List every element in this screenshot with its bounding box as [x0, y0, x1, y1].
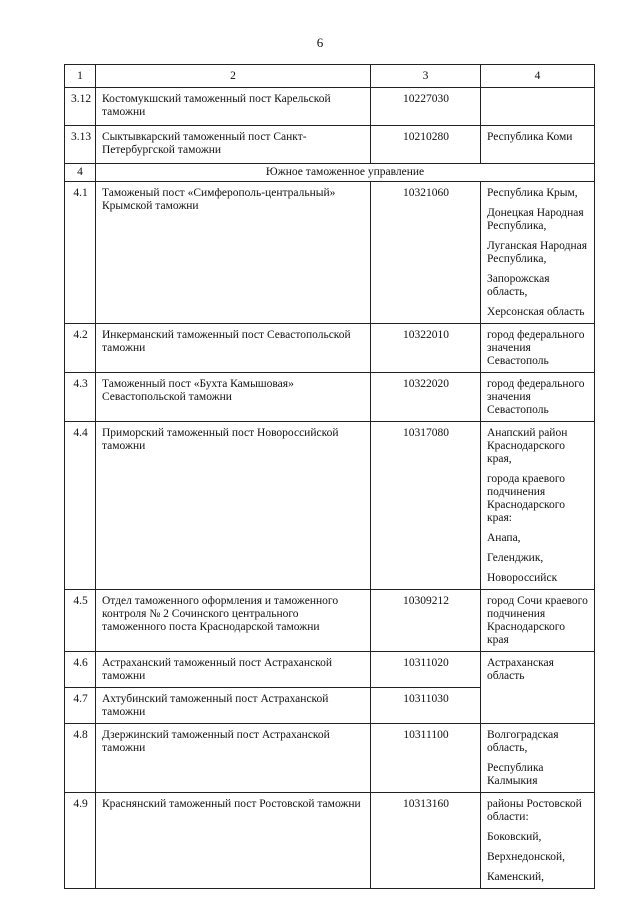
table-row — [65, 590, 595, 652]
region-item: Волгоградская область, — [487, 729, 559, 754]
row-number: 4.6 — [65, 652, 96, 688]
post-name: Дзержинский таможенный пост Астраханской таможни — [96, 724, 371, 793]
row-number: 4.9 — [65, 793, 96, 889]
post-code: 10311030 — [371, 688, 481, 724]
row-number: 4.1 — [65, 182, 96, 324]
post-code: 10311020 — [371, 652, 481, 688]
post-name: Приморский таможенный пост Новороссийской таможни — [96, 422, 371, 590]
table-row — [65, 88, 595, 126]
region-item: Республика Коми — [487, 131, 573, 143]
page-number: 6 — [316, 35, 324, 50]
region-cell — [481, 793, 595, 889]
region-item: Республика Крым, — [487, 187, 578, 199]
region-item: районы Ростовской области: — [487, 798, 582, 823]
post-code: 10311100 — [371, 724, 481, 793]
row-number: 4.4 — [65, 422, 96, 590]
post-code: 10322020 — [371, 373, 481, 422]
table-row — [65, 724, 595, 793]
post-code: 10321060 — [371, 182, 481, 324]
table-row — [65, 793, 595, 889]
table-row — [65, 652, 595, 688]
row-number: 3.13 — [65, 126, 96, 164]
region-item: Донецкая Народная Республика, — [487, 207, 584, 232]
region-item: Запорожская область, — [487, 273, 550, 298]
section-title: Южное таможенное управление — [96, 164, 595, 182]
region-item: Анапский район Краснодарского края, — [487, 427, 568, 465]
region-item: Боковский, — [487, 831, 542, 843]
region-item: Анапа, — [487, 532, 521, 544]
region-cell — [481, 88, 595, 126]
region-item: город Сочи краевого подчинения Краснодарского края — [487, 595, 588, 646]
post-code: 10309212 — [371, 590, 481, 652]
post-name: Астраханский таможенный пост Астраханской таможни — [96, 652, 371, 688]
table-row — [65, 182, 595, 324]
region-item: Каменский, — [487, 871, 545, 883]
region-item: Херсонская область — [487, 306, 585, 318]
region-item: Геленджик, — [487, 552, 544, 564]
post-name: Инкерманский таможенный пост Севастопольской таможни — [96, 324, 371, 373]
post-name: Сыктывкарский таможенный пост Санкт-Петербургской таможни — [96, 126, 371, 164]
region-item: Луганская Народная Республика, — [487, 240, 588, 265]
row-number: 4.2 — [65, 324, 96, 373]
post-code: 10322010 — [371, 324, 481, 373]
region-item: Новороссийск — [487, 572, 558, 584]
region-item: город федерального значения Севастополь — [487, 378, 585, 416]
table-row — [65, 422, 595, 590]
post-name: Таможеный пост «Симферополь-центральный» Крымской таможни — [96, 182, 371, 324]
post-code: 10313160 — [371, 793, 481, 889]
region-cell — [481, 126, 595, 164]
region-cell — [481, 422, 595, 590]
post-code: 10210280 — [371, 126, 481, 164]
post-name: Ахтубинский таможенный пост Астраханской таможни — [96, 688, 371, 724]
row-number: 4 — [65, 164, 96, 182]
table-row — [65, 373, 595, 422]
post-code: 10227030 — [371, 88, 481, 126]
post-code: 10317080 — [371, 422, 481, 590]
post-name: Таможенный пост «Бухта Камышовая» Севастопольской таможни — [96, 373, 371, 422]
region-cell — [481, 324, 595, 373]
region-item: города краевого подчинения Краснодарского края: — [487, 473, 566, 524]
region-cell — [481, 652, 595, 724]
post-name: Краснянский таможенный пост Ростовской таможни — [96, 793, 371, 889]
header-col-3: 3 — [371, 65, 481, 88]
region-cell — [481, 724, 595, 793]
table-row — [65, 324, 595, 373]
header-col-4: 4 — [481, 65, 595, 88]
row-number: 4.5 — [65, 590, 96, 652]
region-item: Верхнедонской, — [487, 851, 566, 863]
region-item: город федерального значения Севастополь — [487, 329, 585, 367]
row-number: 3.12 — [65, 88, 96, 126]
section-row — [65, 164, 595, 182]
post-name: Костомукшский таможенный пост Карельской таможни — [96, 88, 371, 126]
table-header-row — [65, 65, 595, 88]
row-number: 4.7 — [65, 688, 96, 724]
row-number: 4.3 — [65, 373, 96, 422]
region-cell — [481, 590, 595, 652]
header-col-2: 2 — [96, 65, 371, 88]
row-number: 4.8 — [65, 724, 96, 793]
region-item: Республика Калмыкия — [487, 762, 544, 787]
region-cell — [481, 182, 595, 324]
region-item: Астраханская область — [487, 657, 554, 682]
table-row — [65, 126, 595, 164]
region-cell — [481, 373, 595, 422]
customs-posts-table — [64, 64, 595, 889]
header-col-1: 1 — [65, 65, 96, 88]
post-name: Отдел таможенного оформления и таможенного контроля № 2 Сочинского центрального таможенного поста Краснодарской таможни — [96, 590, 371, 652]
